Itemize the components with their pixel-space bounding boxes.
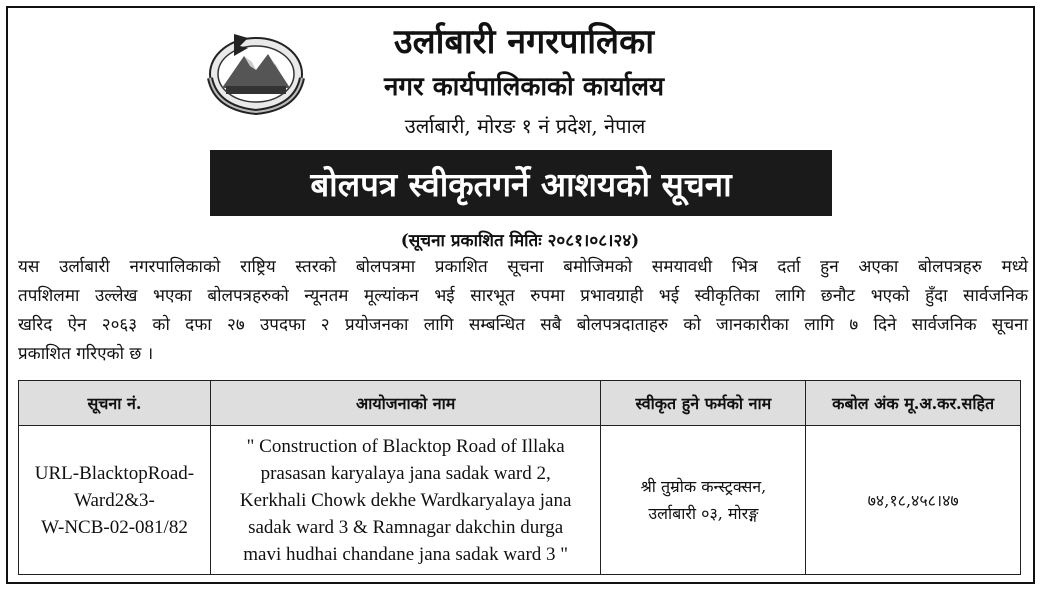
table-header-row bbox=[19, 381, 1021, 426]
cell-project-name bbox=[210, 426, 600, 575]
col-header-bid-amount: कबोल अंक मू.अ.कर.सहित bbox=[806, 381, 1021, 426]
notice-body-line: खरिद ऐन २०६३ को दफा २७ उपदफा २ प्रयोजनका लागि सम्बन्धित सबै बोलपत्रदाताहरु को जानकारीका लागि ७ दिने सार्वजनिक सूचना bbox=[18, 315, 1028, 335]
notice-no-line: Ward2&3- bbox=[74, 489, 155, 511]
col-header-notice-no: सूचना नं. bbox=[19, 381, 211, 426]
municipality-name: उर्लाबारी नगरपालिका bbox=[393, 22, 655, 62]
notice-body bbox=[18, 253, 1028, 369]
project-line: Kerkhali Chowk dekhe Wardkaryalaya jana bbox=[239, 489, 572, 511]
notice-body-line: तपशिलमा उल्लेख भएका बोलपत्रहरुको न्यूनतम मूल्यांकन भई सारभूत रुपमा प्रभावग्राही भई स्वीकृतिका लागि छनौट भएको हुँदा सार्वजनिक bbox=[18, 286, 1028, 306]
notice-body-line: यस उर्लाबारी नगरपालिकाको राष्ट्रिय स्तरको बोलपत्रमा प्रकाशित सूचना बमोजिमको समयावधी भित्र दर्ता हुन अएका बोलपत्रहरु मध्ये bbox=[18, 257, 1028, 277]
project-line: mavi hudhai chandane jana sadak ward 3 " bbox=[243, 543, 569, 565]
notice-title: बोलपत्र स्वीकृतगर्ने आशयको सूचना bbox=[310, 164, 732, 204]
firm-line: श्री तुम्रोक कन्स्ट्रक्सन, bbox=[640, 477, 767, 496]
col-header-project-name: आयोजनाको नाम bbox=[210, 381, 600, 426]
notice-body-line: प्रकाशित गरिएको छ । bbox=[18, 344, 154, 364]
cell-bid-amount: ७४,१८,४५८।४७ bbox=[806, 426, 1021, 575]
project-line: prasasan karyalaya jana sadak ward 2, bbox=[260, 462, 551, 484]
project-line: sadak ward 3 & Ramnagar dakchin durga bbox=[248, 516, 564, 538]
notice-no-line: URL-BlacktopRoad- bbox=[34, 462, 195, 484]
notice-no-line: W-NCB-02-081/82 bbox=[41, 516, 188, 538]
cell-notice-no bbox=[19, 426, 211, 575]
table-row bbox=[19, 426, 1021, 575]
tender-table bbox=[18, 380, 1021, 575]
municipality-emblem-logo bbox=[204, 26, 308, 118]
cell-firm-name bbox=[601, 426, 806, 575]
notice-title-banner bbox=[210, 150, 832, 216]
col-header-firm-name: स्वीकृत हुने फर्मको नाम bbox=[601, 381, 806, 426]
office-name: नगर कार्यपालिकाको कार्यालय bbox=[383, 72, 665, 102]
publish-date: (सूचना प्रकाशित मितिः २०८१।०८।२४) bbox=[400, 231, 640, 251]
project-line: " Construction of Blacktop Road of Illaka bbox=[246, 435, 565, 457]
firm-line: उर्लाबारी ०३, मोरङ्ग bbox=[648, 504, 759, 523]
office-address: उर्लाबारी, मोरङ १ नं प्रदेश, नेपाल bbox=[404, 114, 646, 138]
